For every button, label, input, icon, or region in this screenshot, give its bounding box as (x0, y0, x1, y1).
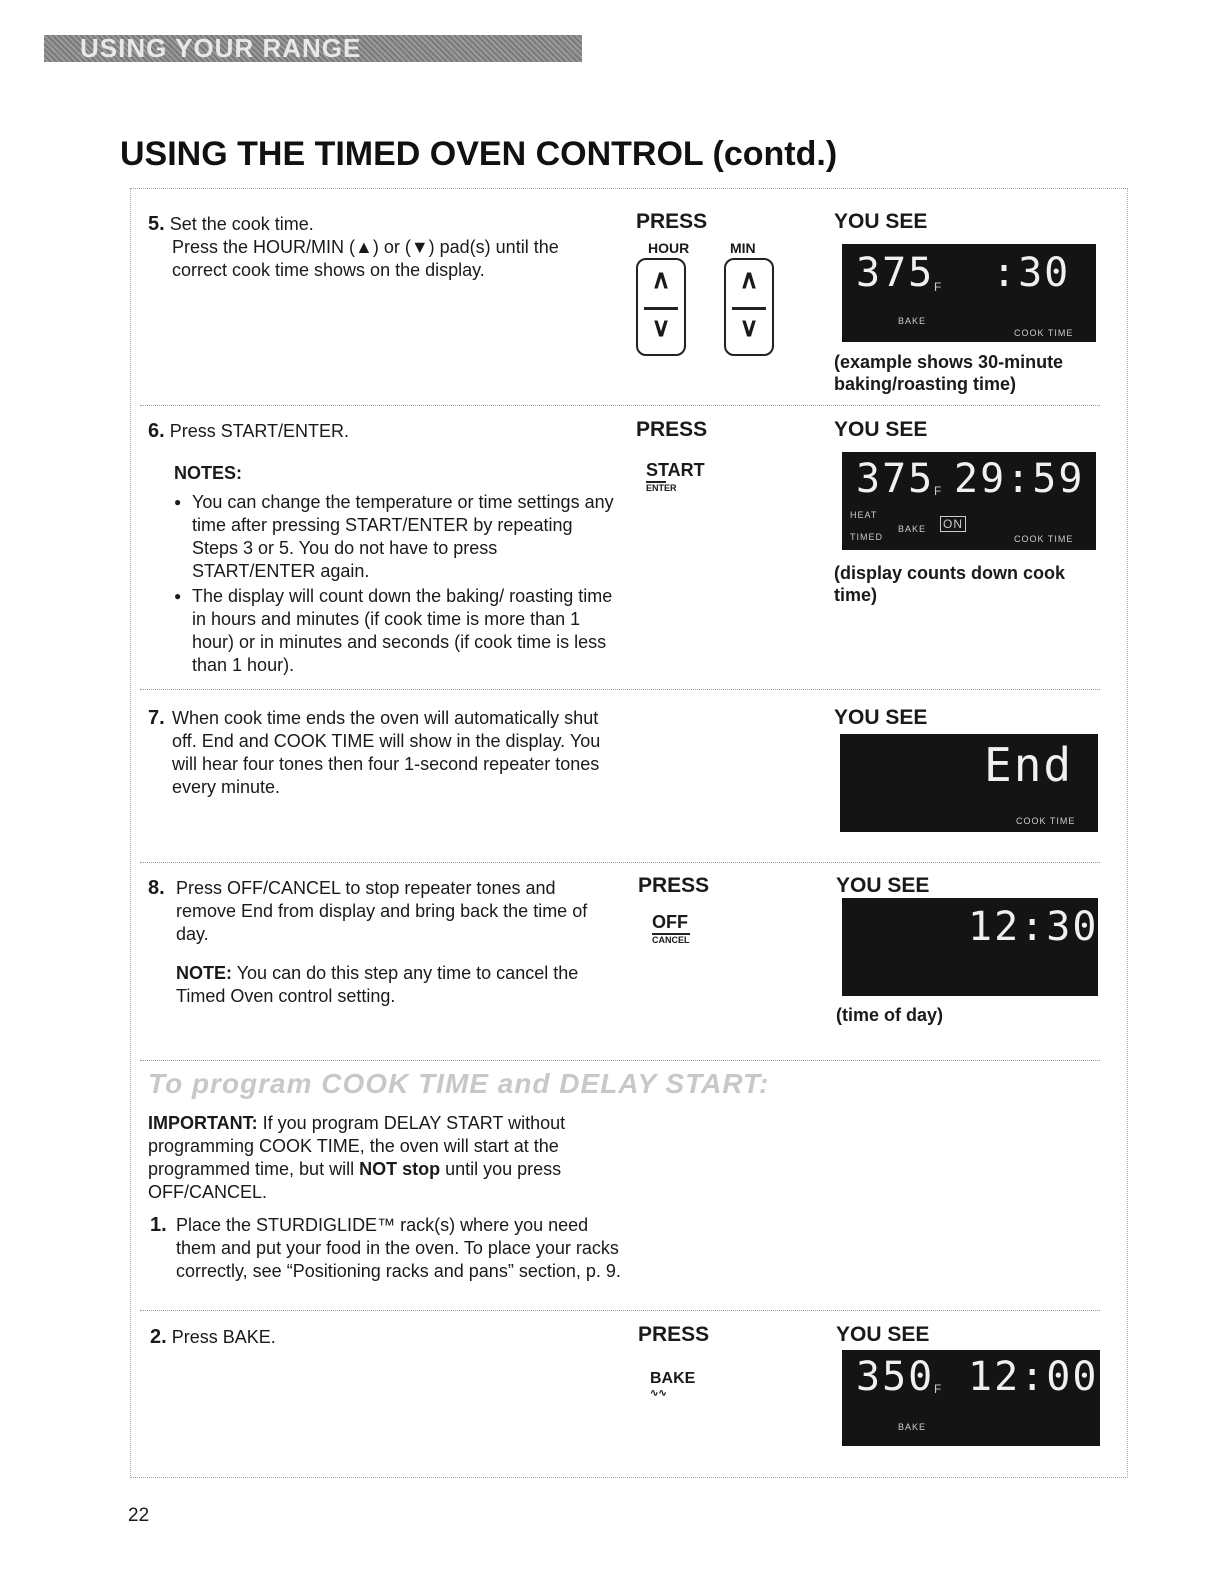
press-label: PRESS (636, 210, 708, 233)
bake-key-label: BAKE (650, 1370, 696, 1387)
hour-pad-button[interactable] (636, 258, 686, 356)
start-key-label: START (646, 460, 705, 480)
display-time: :30 (992, 250, 1071, 296)
up-arrow-icon: ∧ (651, 264, 671, 294)
start-enter-key[interactable] (646, 460, 705, 493)
section-subheading: To program COOK TIME and DELAY START: (148, 1068, 770, 1099)
off-cancel-key[interactable] (652, 912, 690, 945)
step6-caption: (display counts down cook time) (834, 563, 1066, 605)
up-arrow-icon: ∧ (739, 264, 759, 294)
step5-caption: (example shows 30-minute baking/roasting time) (834, 352, 1064, 394)
step6-heading (148, 420, 349, 443)
delay-step2-text: Press BAKE. (171, 1327, 276, 1347)
oven-display (842, 244, 1096, 342)
hour-key-label: HOUR (648, 240, 690, 256)
page-number: 22 (128, 1505, 150, 1526)
note-item: ● You can change the temperature or time settings any time after pressing START/ENTER by repeating Steps 3 or 5. You do not have to press START/ENTER again. (174, 491, 620, 583)
divider (140, 1310, 1100, 1311)
step-number: 5. (148, 213, 165, 235)
down-arrow-icon: ∨ (739, 312, 759, 342)
display-heat: HEAT (850, 510, 878, 520)
display-unit: F (934, 1382, 943, 1396)
note-label: NOTE: (176, 963, 232, 983)
important-note (148, 1112, 624, 1204)
oven-display (840, 734, 1098, 832)
oven-display (842, 452, 1096, 550)
display-time: 29:59 (954, 456, 1085, 502)
important-text-a: If you program DELAY START without programming COOK TIME, the oven will start at the programmed time, but will (148, 1113, 566, 1179)
min-key-label: MIN (730, 240, 756, 256)
delay-step1 (150, 1214, 626, 1283)
display-temp: 350 (856, 1354, 935, 1400)
notes-list (174, 491, 620, 677)
you-see-label: YOU SEE (834, 210, 928, 233)
cancel-key-label: CANCEL (652, 935, 690, 945)
display-cook-time: COOK TIME (1014, 328, 1074, 338)
display-bake: BAKE (898, 1422, 927, 1432)
step5-line2: Press the HOUR/MIN (▲) or (▼) pad(s) until the correct cook time shows on the display. (172, 237, 559, 280)
you-see-label: YOU SEE (836, 1323, 930, 1346)
bake-key[interactable] (650, 1370, 695, 1399)
divider (140, 689, 1100, 690)
divider (140, 405, 1100, 406)
step-number: 8. (148, 877, 165, 899)
step7-text (148, 707, 618, 799)
press-label: PRESS (638, 1323, 710, 1346)
you-see-label: YOU SEE (834, 706, 928, 729)
delay-step2 (150, 1326, 276, 1349)
display-bake: BAKE (898, 524, 927, 534)
off-key-label: OFF (652, 912, 688, 932)
min-pad-button[interactable] (724, 258, 774, 356)
enter-key-label: ENTER (646, 483, 677, 493)
oven-display (842, 1350, 1100, 1446)
display-on: ON (940, 516, 966, 532)
important-label: IMPORTANT: (148, 1113, 258, 1133)
note-item: ● The display will count down the baking/ roasting time in hours and minutes (if cook time is more than 1 hour) or in minutes and seconds (if cook time is less than 1 hour). (174, 585, 620, 677)
you-see-label: YOU SEE (836, 874, 930, 897)
step8-note (148, 962, 618, 1008)
delay-step1-text: Place the STURDIGLIDE™ rack(s) where you need them and put your food in the oven. To place your racks correctly, see “Positioning racks and pans” section, p. 9. (176, 1215, 621, 1281)
display-bake: BAKE (898, 316, 927, 326)
step5-line1: Set the cook time. (169, 214, 314, 234)
step8-body: Press OFF/CANCEL to stop repeater tones and remove End from display and bring back the time of day. (176, 878, 588, 944)
important-text-b: until you press OFF/CANCEL. (148, 1159, 562, 1202)
divider (140, 862, 1100, 863)
page-title: USING THE TIMED OVEN CONTROL (contd.) (120, 135, 838, 173)
step7-body: When cook time ends the oven will automatically shut off. End and COOK TIME will show in the display. You will hear four tones then four 1-second repeater tones every minute. (172, 708, 601, 797)
display-end: End (984, 738, 1074, 792)
down-arrow-icon: ∨ (651, 312, 671, 342)
display-cook-time: COOK TIME (1016, 816, 1076, 826)
important-bold: NOT stop (359, 1159, 441, 1179)
display-unit: F (934, 484, 943, 498)
step6-line1: Press START/ENTER. (169, 421, 350, 441)
step-number: 1. (150, 1214, 167, 1236)
display-time: 12:00 (968, 1354, 1099, 1400)
display-timed: TIMED (850, 532, 883, 542)
notes-heading: NOTES: (174, 463, 243, 483)
oven-display (842, 898, 1098, 996)
display-unit: F (934, 280, 943, 294)
step8-caption: (time of day) (836, 1005, 944, 1025)
press-label: PRESS (636, 418, 708, 441)
step6-notes (174, 462, 620, 679)
you-see-label: YOU SEE (834, 418, 928, 441)
display-temp: 375 (856, 250, 935, 296)
wave-icon: ∿∿ (650, 1388, 667, 1399)
section-banner (44, 35, 582, 62)
display-cook-time: COOK TIME (1014, 534, 1074, 544)
display-temp: 375 (856, 456, 935, 502)
step-number: 2. (150, 1326, 167, 1348)
step-number: 6. (148, 420, 165, 442)
step-number: 7. (148, 707, 165, 729)
step5-text (148, 213, 618, 282)
step8-text (148, 877, 618, 1008)
banner-text: USING YOUR RANGE (80, 33, 362, 63)
press-label: PRESS (638, 874, 710, 897)
display-time: 12:30 (968, 904, 1099, 950)
divider (140, 1060, 1100, 1061)
note-text: You can do this step any time to cancel the Timed Oven control setting. (176, 963, 579, 1006)
